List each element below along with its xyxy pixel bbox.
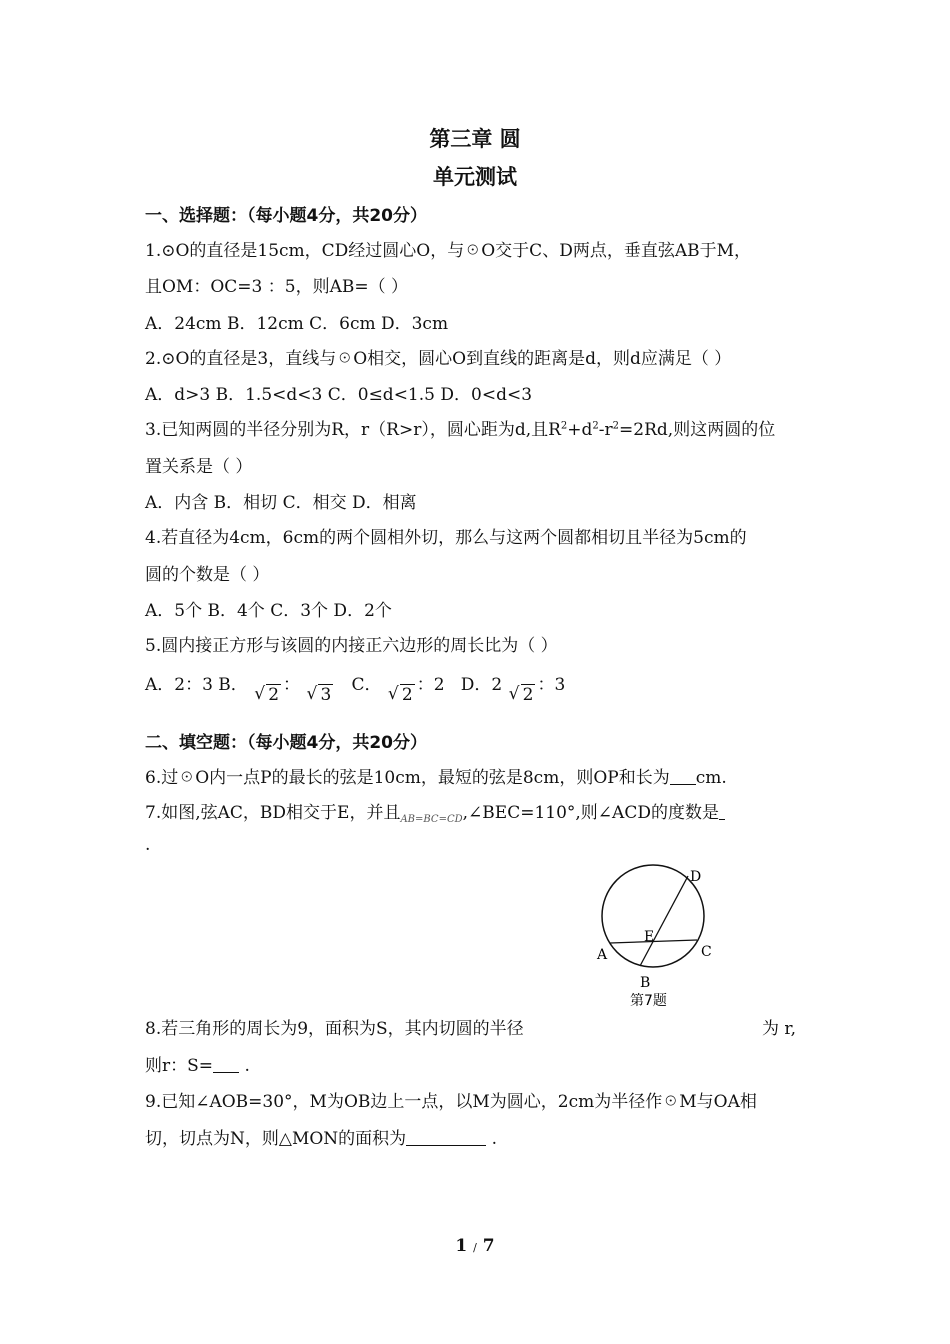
chapter-title: 第三章 圆	[429, 127, 521, 151]
q8-line1	[145, 1014, 524, 1039]
q8-line2	[145, 1051, 250, 1076]
q5-option-c: C．	[351, 675, 382, 695]
figure-7	[590, 862, 720, 1012]
q1-line1: 1.⊙O的直径是15cm，CD经过圆心O，与☉O交于C、D两点，垂直弦AB于M，	[145, 241, 751, 261]
label-a: A	[597, 947, 608, 963]
q6-text-a: 6.过☉O内一点P的最长的弦是10cm，最短的弦是8cm，则OP和长为	[145, 768, 670, 788]
q7-arc-equation: AB=BC=CD	[400, 814, 463, 825]
q5-sqrt-2-d: √ 2	[510, 685, 536, 705]
q8-text-a: 8.若三角形的周长为9，面积为S，其内切圆的半径	[145, 1019, 524, 1039]
q5-sqrt-3: √ 3	[307, 685, 333, 705]
circle-o	[602, 865, 704, 967]
q5-line1: 5.圆内接正方形与该圆的内接正六边形的周长比为（ ）	[145, 636, 558, 656]
q5-sqrt-2: √ 2	[255, 685, 281, 705]
q7-text-b: ,∠BEC=110°,则∠ACD的度数是	[462, 803, 719, 823]
label-d: D	[690, 869, 702, 885]
label-e: E	[644, 929, 655, 945]
q3-sup1: 2	[560, 420, 568, 432]
q9-blank[interactable]	[406, 1127, 486, 1146]
q4-line1: 4.若直径为4cm，6cm的两个圆相外切，那么与这两个圆都相切且半径为5cm的	[145, 528, 747, 548]
q3-sup3: 2	[612, 420, 620, 432]
q5-option-d: D．2	[460, 675, 503, 695]
q3-line1	[145, 415, 775, 440]
q3-text-d: =2Rd,则这两圆的位	[619, 420, 776, 440]
chord-bd	[640, 876, 688, 966]
q7-line2: .	[145, 835, 151, 855]
q3-sup2: 2	[592, 420, 599, 432]
q4-line2: 圆的个数是（ ）	[145, 565, 270, 585]
q9-line1: 9.已知∠AOB=30°，M为OB边上一点，以M为圆心，2cm为半径作☉M与OA相	[145, 1092, 757, 1112]
q5-colon-3: ：3	[537, 675, 566, 695]
figure-caption: 第7题	[630, 993, 667, 1009]
page-number	[0, 1236, 950, 1256]
page-separator: /	[473, 1241, 477, 1254]
q7-line1	[145, 798, 725, 825]
q5-sqrt-2-c: √ 2	[389, 685, 415, 705]
q5-options	[145, 670, 566, 705]
label-b: B	[640, 975, 651, 991]
q9-line2	[145, 1124, 497, 1149]
q7-blank[interactable]	[719, 801, 725, 820]
q3-line2: 置关系是（ ）	[145, 457, 253, 477]
q5-colon: ：	[283, 675, 301, 695]
q5-option-a: A．2：3 B．	[145, 675, 248, 695]
q4-options: A．5个 B．4个 C．3个 D．2个	[145, 601, 392, 621]
page-current: 1	[455, 1236, 468, 1256]
q1-options: A．24cm B．12cm C．6cm D．3cm	[145, 314, 449, 334]
q2-line1: 2.⊙O的直径是3，直线与☉O相交，圆心O到直线的距离是d，则d应满足（ ）	[145, 349, 732, 369]
q9-text-b: .	[491, 1129, 497, 1149]
q3-options: A．内含 B．相切 C．相交 D．相离	[145, 493, 417, 513]
q7-text-a: 7.如图,弦AC，BD相交于E，并且	[145, 803, 401, 823]
q3-text-c: -r	[598, 420, 613, 440]
q8-text-c: 则r：S=	[145, 1056, 214, 1076]
label-c: C	[701, 944, 712, 960]
q8-line1-end: 为 r,	[762, 1019, 797, 1039]
q3-text-b: +d	[567, 420, 593, 440]
q6-blank[interactable]	[670, 766, 696, 785]
page-total: 7	[482, 1236, 495, 1256]
section-1-heading: 一、选择题：（每小题4分，共20分）	[145, 206, 427, 226]
q9-text-a: 切，切点为N，则△MON的面积为	[145, 1129, 407, 1149]
unit-test-subtitle: 单元测试	[433, 165, 517, 189]
q6-line	[145, 763, 727, 788]
q5-colon-2: ：2	[416, 675, 445, 695]
q2-options: A．d>3 B．1.5<d<3 C．0≤d<1.5 D．0<d<3	[145, 385, 533, 405]
q6-text-b: cm.	[695, 768, 727, 788]
q8-blank[interactable]	[213, 1054, 239, 1073]
q1-line2: 且OM：OC=3 ：5，则AB=（ ）	[145, 277, 408, 297]
q8-text-d: .	[244, 1056, 250, 1076]
section-2-heading: 二、填空题：（每小题4分，共20分）	[145, 733, 427, 753]
q3-text-a: 3.已知两圆的半径分别为R，r（R>r），圆心距为d,且R	[145, 420, 561, 440]
